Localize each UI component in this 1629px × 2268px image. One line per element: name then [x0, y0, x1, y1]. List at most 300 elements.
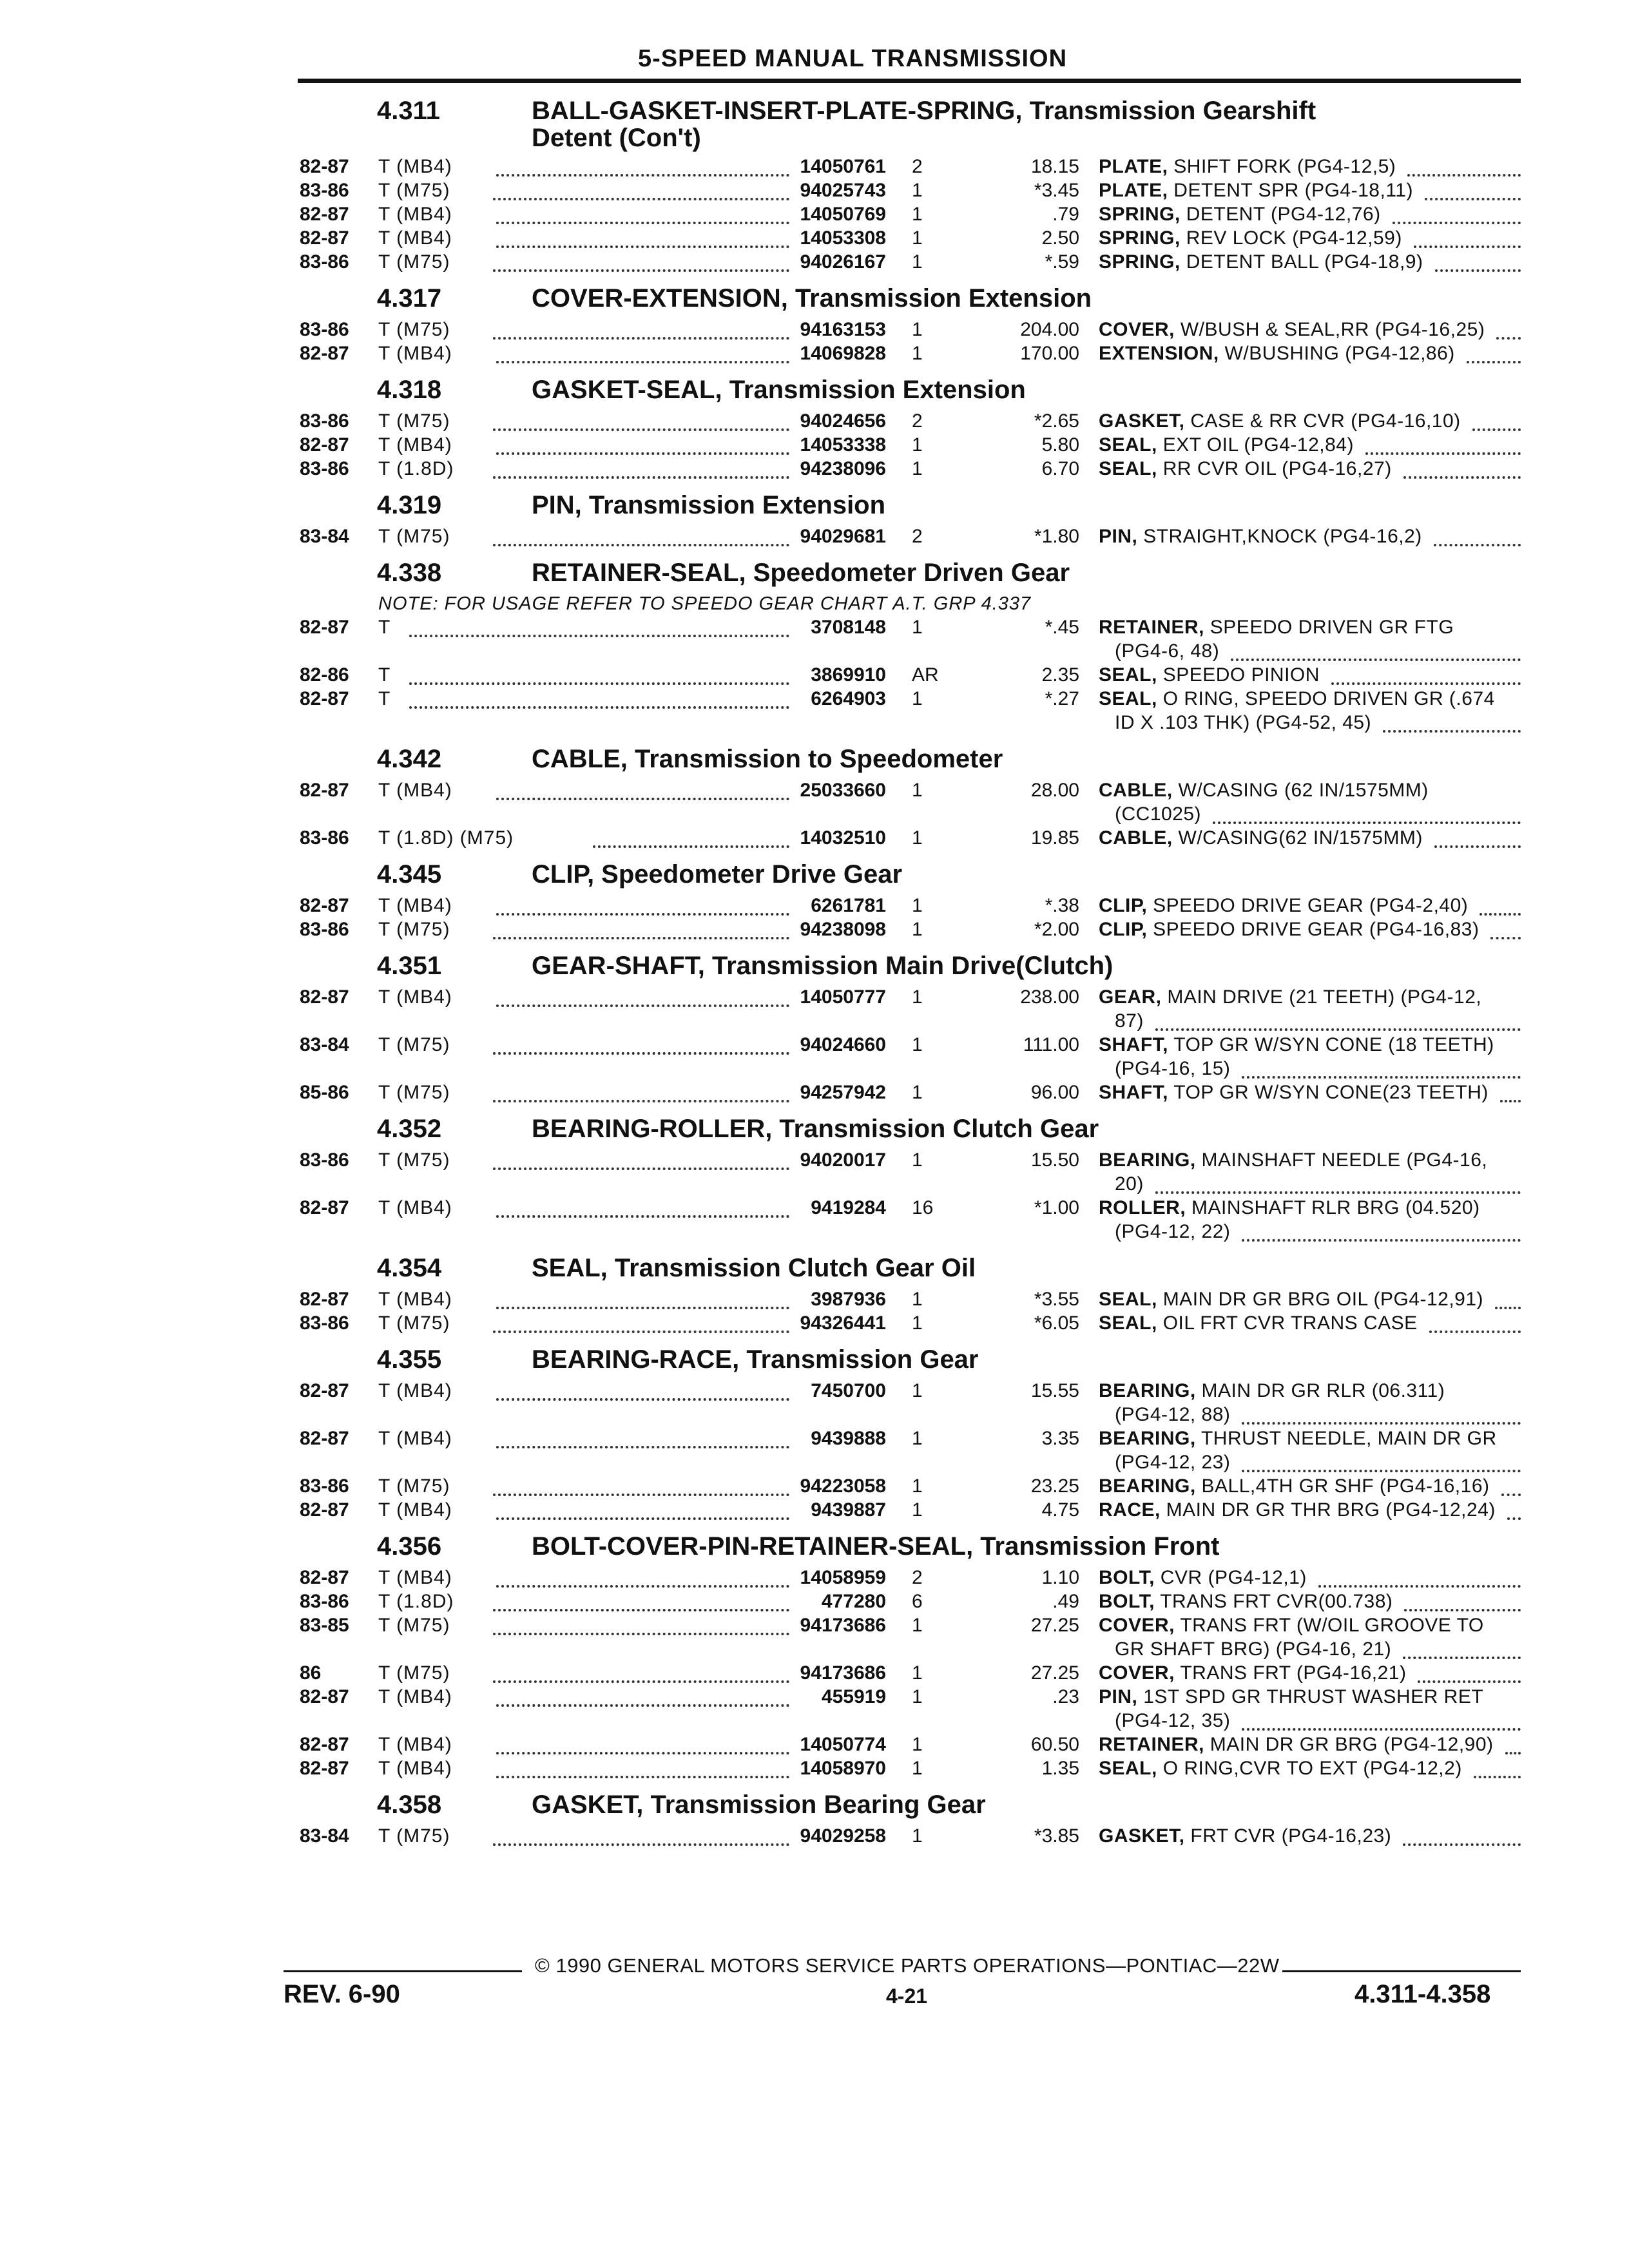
price: *.27	[1045, 688, 1079, 709]
part-number: 94238096	[800, 458, 886, 479]
application: T (MB4)	[378, 1758, 452, 1779]
description-continued: (PG4-16, 15)	[1115, 1058, 1231, 1079]
description-keyword: ROLLER,	[1099, 1197, 1186, 1218]
section-title	[532, 1345, 979, 1374]
description-keyword: RETAINER,	[1099, 617, 1204, 638]
description	[1099, 1379, 1445, 1403]
part-row	[300, 1661, 1521, 1685]
quantity: 1	[912, 204, 923, 225]
model-years: 82-87	[300, 1428, 349, 1449]
description	[1099, 1756, 1462, 1780]
description-text: W/BUSH & SEAL,RR (PG4-16,25)	[1175, 319, 1485, 340]
quantity: 1	[912, 1825, 923, 1847]
description	[1099, 985, 1481, 1009]
part-row	[300, 250, 1521, 274]
footer-page-number: 4-21	[886, 1984, 928, 2008]
part-row	[300, 433, 1521, 457]
part-row	[300, 1287, 1521, 1311]
dot-leader-trailing	[1365, 452, 1521, 455]
description-text: TRANS FRT CVR(00.738)	[1154, 1591, 1393, 1612]
description	[1099, 687, 1495, 711]
section-number: 4.358	[377, 1791, 442, 1819]
part-number: 3708148	[811, 617, 886, 638]
application: T (MB4)	[378, 1428, 452, 1449]
part-row	[300, 318, 1521, 341]
description-keyword: BEARING,	[1099, 1475, 1196, 1497]
price: .23	[1052, 1686, 1079, 1707]
application: T (M75)	[378, 1475, 450, 1497]
quantity: 1	[912, 1734, 923, 1755]
dot-leader-trailing	[1496, 337, 1521, 340]
model-years: 82-87	[300, 1734, 349, 1755]
page-title: 5-SPEED MANUAL TRANSMISSION	[638, 45, 1068, 72]
application: T (MB4)	[378, 156, 452, 177]
description-text: EXT OIL (PG4-12,84)	[1157, 434, 1354, 456]
part-row	[300, 409, 1521, 433]
part-number: 25033660	[800, 780, 886, 801]
part-row	[300, 1498, 1521, 1522]
price: 111.00	[1023, 1034, 1079, 1055]
section-4-311	[300, 95, 1521, 274]
price: 5.80	[1041, 434, 1079, 456]
price: .79	[1052, 204, 1079, 225]
description-text: DETENT BALL (PG4-18,9)	[1180, 251, 1423, 273]
description-keyword: SEAL,	[1099, 664, 1157, 686]
description-text: TOP GR W/SYN CONE(23 TEETH)	[1168, 1082, 1489, 1103]
description	[1099, 409, 1461, 433]
model-years: 82-87	[300, 1380, 349, 1401]
dot-leader-trailing	[1383, 730, 1521, 733]
section-header	[300, 1789, 1521, 1824]
description-text: MAIN DR GR BRG (PG4-12,90)	[1204, 1734, 1494, 1755]
application: T (M75)	[378, 1312, 450, 1334]
description	[1099, 1590, 1393, 1613]
dot-leader-trailing	[1467, 361, 1521, 363]
description-text: DETENT SPR (PG4-18,11)	[1168, 180, 1413, 201]
description	[1099, 1033, 1494, 1057]
part-row	[300, 1379, 1521, 1427]
part-row	[300, 1427, 1521, 1474]
description-text: MAIN DR GR THR BRG (PG4-12,24)	[1160, 1499, 1496, 1521]
application: T (MB4)	[378, 1499, 452, 1521]
section-4-358	[300, 1789, 1521, 1848]
description-keyword: GASKET,	[1099, 410, 1185, 432]
description	[1099, 1427, 1497, 1450]
part-row	[300, 202, 1521, 226]
model-years: 83-86	[300, 1591, 349, 1612]
description-text: 1ST SPD GR THRUST WASHER RET	[1137, 1686, 1484, 1707]
quantity: 1	[912, 1034, 923, 1055]
section-number: 4.351	[377, 952, 442, 980]
application: T (MB4)	[378, 780, 452, 801]
model-years: 83-84	[300, 1034, 349, 1055]
model-years: 82-87	[300, 156, 349, 177]
price: 6.70	[1041, 458, 1079, 479]
part-number: 14058970	[800, 1758, 886, 1779]
section-number: 4.317	[377, 284, 442, 312]
description-keyword: SEAL,	[1099, 688, 1157, 709]
part-row	[300, 1196, 1521, 1244]
dot-leader-trailing	[1393, 222, 1521, 224]
section-header	[300, 1253, 1521, 1287]
quantity: 1	[912, 780, 923, 801]
model-years: 83-84	[300, 1825, 349, 1847]
dot-leader-trailing	[1480, 913, 1521, 916]
section-number: 4.352	[377, 1115, 442, 1143]
description-keyword: BEARING,	[1099, 1149, 1196, 1171]
price: 60.50	[1030, 1734, 1079, 1755]
header-rule	[298, 79, 1521, 83]
description-text: TRANS FRT (W/OIL GROOVE TO	[1175, 1615, 1484, 1636]
section-4-318	[300, 374, 1521, 481]
application: T	[378, 664, 391, 686]
section-title	[532, 284, 1092, 313]
description-text: THRUST NEEDLE, MAIN DR GR	[1195, 1428, 1497, 1449]
application: T (M75)	[378, 526, 450, 547]
application: T (M75)	[378, 1825, 450, 1847]
application: T	[378, 688, 391, 709]
application: T (MB4)	[378, 1289, 452, 1310]
part-row	[300, 663, 1521, 687]
part-row	[300, 457, 1521, 481]
dot-leader-trailing	[1500, 1100, 1521, 1102]
dot-leader-trailing	[1434, 845, 1521, 848]
quantity: 6	[912, 1591, 923, 1612]
section-number: 4.342	[377, 745, 442, 773]
section-title	[532, 1254, 976, 1283]
quantity: 1	[912, 1312, 923, 1334]
description-text: SPEEDO DRIVE GEAR (PG4-2,40)	[1147, 895, 1469, 916]
part-row	[300, 894, 1521, 918]
description	[1099, 663, 1320, 687]
description-text: CASE & RR CVR (PG4-16,10)	[1184, 410, 1461, 432]
description	[1099, 1311, 1418, 1335]
section-number: 4.311	[377, 97, 440, 125]
application: T (M75)	[378, 1149, 450, 1171]
description	[1099, 202, 1381, 226]
description-text: SPEEDO PINION	[1157, 664, 1320, 686]
description	[1099, 1148, 1487, 1172]
application: T (MB4)	[378, 1734, 452, 1755]
part-number: 14069828	[800, 343, 886, 364]
description-text: SHIFT FORK (PG4-12,5)	[1168, 156, 1396, 177]
footer-rule-right	[1282, 1970, 1521, 1972]
price: .49	[1052, 1591, 1079, 1612]
part-number: 14050777	[800, 986, 886, 1008]
part-number: 14050774	[800, 1734, 886, 1755]
description-text: OIL FRT CVR TRANS CASE	[1157, 1312, 1418, 1334]
dot-leader-trailing	[1231, 658, 1521, 661]
description-keyword: SEAL,	[1099, 1312, 1157, 1334]
section-4-355	[300, 1344, 1521, 1522]
price: 23.25	[1030, 1475, 1079, 1497]
model-years: 82-87	[300, 434, 349, 456]
application: T (M75)	[378, 1662, 450, 1684]
quantity: 1	[912, 688, 923, 709]
section-4-354	[300, 1253, 1521, 1335]
model-years: 83-86	[300, 1312, 349, 1334]
model-years: 82-87	[300, 343, 349, 364]
application: T (M75)	[378, 319, 450, 340]
description-keyword: SPRING,	[1099, 227, 1181, 249]
part-number: 9439887	[811, 1499, 886, 1521]
price: *.45	[1045, 617, 1079, 638]
quantity: 1	[912, 1662, 923, 1684]
description	[1099, 1661, 1406, 1685]
dot-leader-trailing	[1213, 822, 1521, 824]
price: 204.00	[1020, 319, 1079, 340]
price: 2.50	[1041, 227, 1079, 249]
part-row	[300, 1733, 1521, 1756]
part-row	[300, 687, 1521, 735]
section-4-317	[300, 283, 1521, 365]
model-years: 82-87	[300, 688, 349, 709]
section-title-line: BALL-GASKET-INSERT-PLATE-SPRING, Transmission Gearshift	[532, 97, 1316, 125]
price: 2.35	[1041, 664, 1079, 686]
section-title	[532, 97, 1316, 150]
part-row	[300, 524, 1521, 548]
description-keyword: PLATE,	[1099, 156, 1168, 177]
model-years: 83-86	[300, 1149, 349, 1171]
quantity: 2	[912, 156, 923, 177]
part-number: 94223058	[800, 1475, 886, 1497]
section-number: 4.338	[377, 559, 442, 587]
description-text: MAIN DR GR BRG OIL (PG4-12,91)	[1157, 1289, 1484, 1310]
dot-leader-trailing	[1435, 269, 1521, 272]
part-row	[300, 1590, 1521, 1613]
quantity: 2	[912, 526, 923, 547]
price: 3.35	[1041, 1428, 1079, 1449]
part-number: 6261781	[811, 895, 886, 916]
price: 4.75	[1041, 1499, 1079, 1521]
section-title-line: COVER-EXTENSION, Transmission Extension	[532, 284, 1092, 312]
section-title	[532, 1115, 1099, 1144]
part-number: 14050769	[800, 204, 886, 225]
footer-rule-left	[284, 1970, 522, 1972]
section-note: NOTE: FOR USAGE REFER TO SPEEDO GEAR CHART A.T. GRP 4.337	[378, 593, 1032, 614]
description-text: MAIN DR GR RLR (06.311)	[1195, 1380, 1445, 1401]
quantity: 1	[912, 919, 923, 940]
part-row	[300, 826, 1521, 850]
description-text: O RING,CVR TO EXT (PG4-12,2)	[1157, 1758, 1462, 1779]
application: T (M75)	[378, 1615, 450, 1636]
section-title-line: CABLE, Transmission to Speedometer	[532, 745, 1003, 773]
quantity: 1	[912, 458, 923, 479]
price: *.38	[1045, 895, 1079, 916]
application: T	[378, 617, 391, 638]
description-keyword: PIN,	[1099, 526, 1138, 547]
dot-leader-trailing	[1242, 1422, 1521, 1425]
model-years: 85-86	[300, 1082, 349, 1103]
part-number: 7450700	[811, 1380, 886, 1401]
price: 18.15	[1030, 156, 1079, 177]
description-text: FRT CVR (PG4-16,23)	[1184, 1825, 1392, 1847]
model-years: 83-86	[300, 319, 349, 340]
price: *2.00	[1034, 919, 1079, 940]
section-4-352	[300, 1113, 1521, 1244]
part-row	[300, 1756, 1521, 1780]
dot-leader-trailing	[1429, 1331, 1521, 1333]
part-row	[300, 226, 1521, 250]
description-text: MAINSHAFT RLR BRG (04.520)	[1186, 1197, 1480, 1218]
footer-section-range: 4.311-4.358	[1354, 1980, 1491, 2008]
dot-leader-trailing	[1155, 1028, 1521, 1031]
part-number: 455919	[821, 1686, 886, 1707]
description-text: SPEEDO DRIVE GEAR (PG4-16,83)	[1147, 919, 1480, 940]
part-number: 9439888	[811, 1428, 886, 1449]
section-header	[300, 744, 1521, 778]
quantity: 1	[912, 827, 923, 849]
description	[1099, 1685, 1483, 1709]
description	[1099, 1287, 1483, 1311]
description-keyword: PLATE,	[1099, 180, 1168, 201]
model-years: 83-85	[300, 1615, 349, 1636]
part-row	[300, 985, 1521, 1033]
model-years: 83-86	[300, 251, 349, 273]
section-header	[300, 95, 1521, 155]
price: 19.85	[1030, 827, 1079, 849]
section-title-line: BEARING-RACE, Transmission Gear	[532, 1345, 979, 1374]
description-text: CVR (PG4-12,1)	[1154, 1567, 1307, 1588]
price: 28.00	[1030, 780, 1079, 801]
description	[1099, 341, 1455, 365]
dot-leader-trailing	[1242, 1239, 1521, 1242]
section-4-338	[300, 557, 1521, 735]
quantity: 1	[912, 1686, 923, 1707]
part-number: 6264903	[811, 688, 886, 709]
description	[1099, 1196, 1480, 1220]
part-number: 94173686	[800, 1662, 886, 1684]
section-title-line: GASKET, Transmission Bearing Gear	[532, 1791, 986, 1819]
section-title-line: RETAINER-SEAL, Speedometer Driven Gear	[532, 559, 1070, 587]
price: 15.55	[1030, 1380, 1079, 1401]
description-continued: 20)	[1115, 1173, 1144, 1195]
model-years: 82-87	[300, 1499, 349, 1521]
dot-leader-trailing	[1418, 1680, 1521, 1683]
price: *.59	[1045, 251, 1079, 273]
part-number: 94026167	[800, 251, 886, 273]
description-keyword: CABLE,	[1099, 780, 1173, 801]
part-row	[300, 155, 1521, 178]
price: 1.10	[1041, 1567, 1079, 1588]
description-text: RR CVR OIL (PG4-16,27)	[1157, 458, 1392, 479]
quantity: 1	[912, 343, 923, 364]
quantity: 1	[912, 1475, 923, 1497]
application: T (M75)	[378, 410, 450, 432]
model-years: 82-87	[300, 895, 349, 916]
description-keyword: BOLT,	[1099, 1591, 1155, 1612]
description-keyword: RETAINER,	[1099, 1734, 1204, 1755]
dot-leader-trailing	[1404, 1609, 1521, 1611]
quantity: 1	[912, 1499, 923, 1521]
description-keyword: SEAL,	[1099, 458, 1157, 479]
part-number: 94173686	[800, 1615, 886, 1636]
quantity: 1	[912, 1149, 923, 1171]
part-row	[300, 341, 1521, 365]
quantity: 1	[912, 1428, 923, 1449]
dot-leader-trailing	[1403, 476, 1521, 479]
application: T (MB4)	[378, 1197, 452, 1218]
part-number: 94238098	[800, 919, 886, 940]
description	[1099, 433, 1354, 457]
description	[1099, 778, 1429, 802]
dot-leader-trailing	[1407, 174, 1521, 177]
description	[1099, 318, 1485, 341]
description-keyword: SEAL,	[1099, 1289, 1157, 1310]
quantity: 1	[912, 986, 923, 1008]
description	[1099, 457, 1392, 481]
application: T (MB4)	[378, 1686, 452, 1707]
description-keyword: BEARING,	[1099, 1380, 1196, 1401]
part-row	[300, 1148, 1521, 1196]
dot-leader-trailing	[1507, 1517, 1521, 1520]
quantity: 1	[912, 227, 923, 249]
description-continued: 87)	[1115, 1010, 1144, 1032]
quantity: 1	[912, 895, 923, 916]
part-number: 94326441	[800, 1312, 886, 1334]
model-years: 82-87	[300, 1197, 349, 1218]
dot-leader-trailing	[1403, 1843, 1521, 1846]
part-row	[300, 1081, 1521, 1104]
model-years: 82-87	[300, 227, 349, 249]
section-title	[532, 952, 1113, 981]
model-years: 82-87	[300, 986, 349, 1008]
application: T (MB4)	[378, 986, 452, 1008]
description-text: STRAIGHT,KNOCK (PG4-16,2)	[1137, 526, 1422, 547]
dot-leader-trailing	[1242, 1728, 1521, 1731]
section-4-342	[300, 744, 1521, 850]
description-keyword: RACE,	[1099, 1499, 1161, 1521]
part-number: 94029258	[800, 1825, 886, 1847]
price: 1.35	[1041, 1758, 1079, 1779]
part-number: 14050761	[800, 156, 886, 177]
price: 27.25	[1030, 1615, 1079, 1636]
application: T (MB4)	[378, 343, 452, 364]
section-header	[300, 283, 1521, 318]
description-keyword: CLIP,	[1099, 895, 1148, 916]
dot-leader-trailing	[1331, 682, 1521, 685]
application: T (MB4)	[378, 1380, 452, 1401]
parts-list	[300, 95, 1521, 1848]
part-number: 3987936	[811, 1289, 886, 1310]
section-title-line-2: Detent (Con't)	[532, 124, 701, 152]
application: T (M75)	[378, 1082, 450, 1103]
price: 27.25	[1030, 1662, 1079, 1684]
application: T (M75)	[378, 1034, 450, 1055]
part-row	[300, 1033, 1521, 1081]
model-years: 83-86	[300, 180, 349, 201]
description-text: REV LOCK (PG4-12,59)	[1180, 227, 1402, 249]
section-header	[300, 1531, 1521, 1566]
quantity: 1	[912, 251, 923, 273]
description	[1099, 250, 1423, 274]
description-keyword: COVER,	[1099, 1662, 1175, 1684]
section-title	[532, 860, 902, 889]
description-text: SPEEDO DRIVEN GR FTG	[1204, 617, 1454, 638]
quantity: 1	[912, 180, 923, 201]
quantity: 1	[912, 1082, 923, 1103]
part-number: 94025743	[800, 180, 886, 201]
application: T (M75)	[378, 180, 450, 201]
section-header	[300, 490, 1521, 524]
section-header	[300, 859, 1521, 894]
footer-revision: REV. 6-90	[284, 1980, 400, 2008]
application: T (MB4)	[378, 434, 452, 456]
model-years: 83-86	[300, 458, 349, 479]
price: 170.00	[1020, 343, 1079, 364]
part-number: 94163153	[800, 319, 886, 340]
section-header	[300, 374, 1521, 409]
